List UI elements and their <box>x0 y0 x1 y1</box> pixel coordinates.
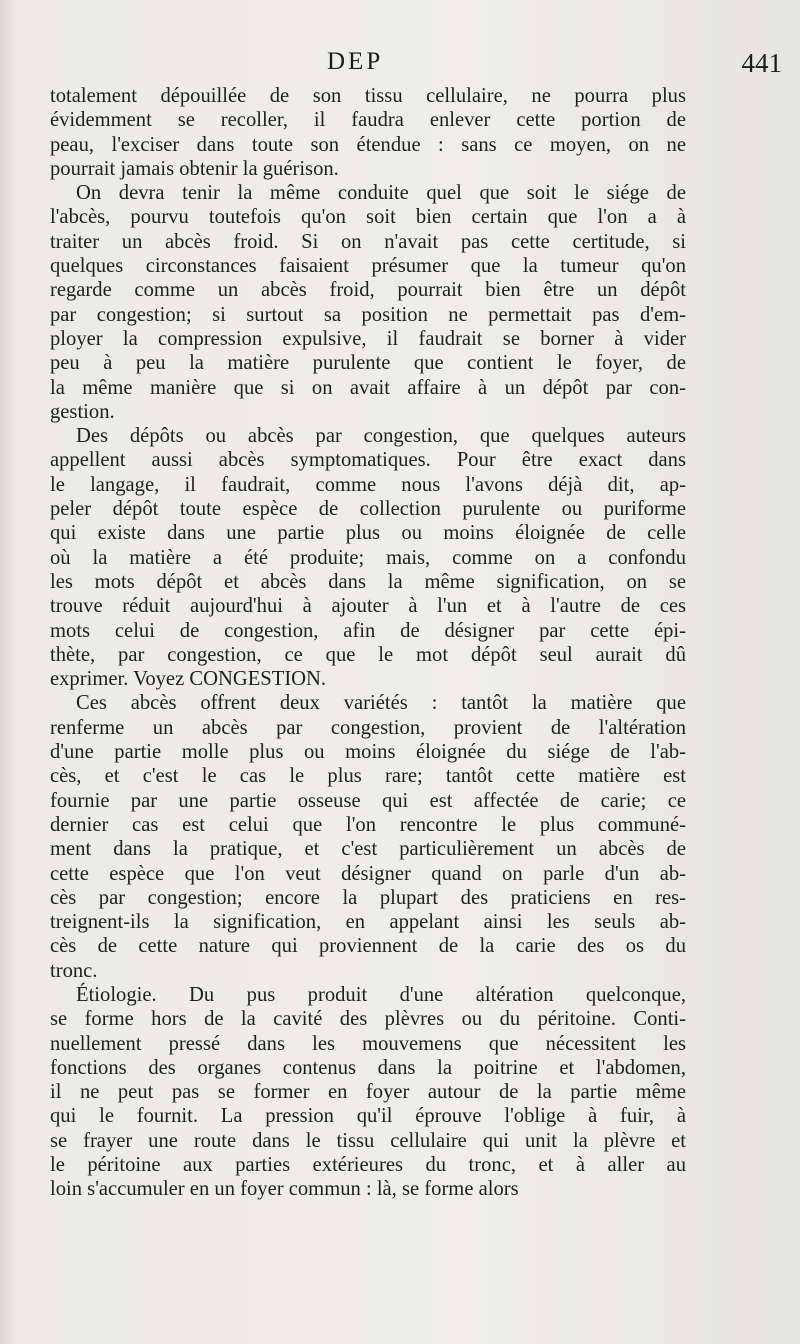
paragraph <box>50 424 686 691</box>
text-line: l'abcès, pourvu toutefois qu'on soit bien certain que l'on a à <box>50 206 686 229</box>
text-line: dernier cas est celui que l'on rencontre le plus communé- <box>50 813 686 836</box>
text-line: évidemment se recoller, il faudra enlever cette portion de <box>50 109 686 132</box>
text-line: Étiologie. Du pus produit d'une altération quelconque, <box>76 983 686 1006</box>
text-line: renferme un abcès par congestion, provient de l'altération <box>50 716 686 739</box>
text-line: loin s'accumuler en un foyer commun : là, se forme alors <box>50 1178 519 1201</box>
text-line: totalement dépouillée de son tissu cellulaire, ne pourra plus <box>50 85 686 107</box>
text-line: se forme hors de la cavité des plèvres ou du péritoine. Conti- <box>50 1008 686 1031</box>
body-text <box>50 84 686 1202</box>
text-line: où la matière a été produite; mais, comme on a confondu <box>50 546 686 569</box>
paragraph <box>50 84 686 181</box>
text-line: il ne peut pas se former en foyer autour de la partie même <box>50 1081 686 1104</box>
page-header <box>0 48 800 84</box>
text-line: tronc. <box>50 959 98 982</box>
text-line: regarde comme un abcès froid, pourrait bien être un dépôt <box>50 279 686 302</box>
paragraph <box>50 691 686 983</box>
text-line: qui le fournit. La pression qu'il éprouve l'oblige à fuir, à <box>50 1105 686 1128</box>
text-line: nuellement pressé dans les mouvemens que nécessitent les <box>50 1032 686 1055</box>
text-line: peler dépôt toute espèce de collection purulente ou puriforme <box>50 498 686 521</box>
text-line: quelques circonstances faisaient présumer que la tumeur qu'on <box>50 255 686 278</box>
text-line: fonctions des organes contenus dans la poitrine et l'abdomen, <box>50 1056 686 1079</box>
text-line: On devra tenir la même conduite quel que soit le siége de <box>76 182 686 205</box>
text-line: mots celui de congestion, afin de désigner par cette épi- <box>50 619 686 642</box>
text-line: traiter un abcès froid. Si on n'avait pas cette certitude, si <box>50 230 686 253</box>
text-line: cès, et c'est le cas le plus rare; tantôt cette matière est <box>50 765 686 788</box>
text-line: cette espèce que l'on veut désigner quand on parle d'un ab- <box>50 862 686 885</box>
text-line: le péritoine aux parties extérieures du tronc, et à aller au <box>50 1154 686 1177</box>
text-line: qui existe dans une partie plus ou moins éloignée de celle <box>50 522 686 545</box>
text-line: la même manière que si on avait affaire à un dépôt par con- <box>50 376 686 399</box>
running-head: DEP <box>327 48 384 75</box>
text-line: peau, l'exciser dans toute son étendue : sans ce moyen, on ne <box>50 133 686 156</box>
text-line: fournie par une partie osseuse qui est affectée de carie; ce <box>50 789 686 812</box>
text-line: le langage, il faudrait, comme nous l'avons déjà dit, ap- <box>50 473 686 496</box>
text-line: cès de cette nature qui proviennent de la carie des os du <box>50 935 686 958</box>
text-line: ployer la compression expulsive, il faudrait se borner à vider <box>50 327 686 350</box>
text-line: cès par congestion; encore la plupart des praticiens en res- <box>50 886 686 909</box>
text-line: gestion. <box>50 400 115 423</box>
paragraph <box>50 983 686 1202</box>
text-line: trouve réduit aujourd'hui à ajouter à l'un et à l'autre de ces <box>50 595 686 618</box>
page-number: 441 <box>741 48 782 78</box>
text-line: appellent aussi abcès symptomatiques. Pour être exact dans <box>50 449 686 472</box>
text-line: Des dépôts ou abcès par congestion, que quelques auteurs <box>76 425 686 448</box>
text-line: treignent-ils la signification, en appelant ainsi les seuls ab- <box>50 911 686 934</box>
text-line: les mots dépôt et abcès dans la même signification, on se <box>50 570 686 593</box>
text-line: Ces abcès offrent deux variétés : tantôt la matière que <box>76 692 686 715</box>
text-line: exprimer. Voyez CONGESTION. <box>50 668 327 691</box>
text-line: pourrait jamais obtenir la guérison. <box>50 157 339 180</box>
text-line: ment dans la pratique, et c'est particulièrement un abcès de <box>50 838 686 861</box>
paragraph <box>50 181 686 424</box>
text-line: thète, par congestion, ce que le mot dépôt seul aurait dû <box>50 643 686 666</box>
text-line: peu à peu la matière purulente que contient le foyer, de <box>50 352 686 375</box>
text-line: se frayer une route dans le tissu cellulaire qui unit la plèvre et <box>50 1129 686 1152</box>
text-line: par congestion; si surtout sa position ne permettait pas d'em- <box>50 303 686 326</box>
text-line: d'une partie molle plus ou moins éloignée du siége de l'ab- <box>50 741 686 764</box>
